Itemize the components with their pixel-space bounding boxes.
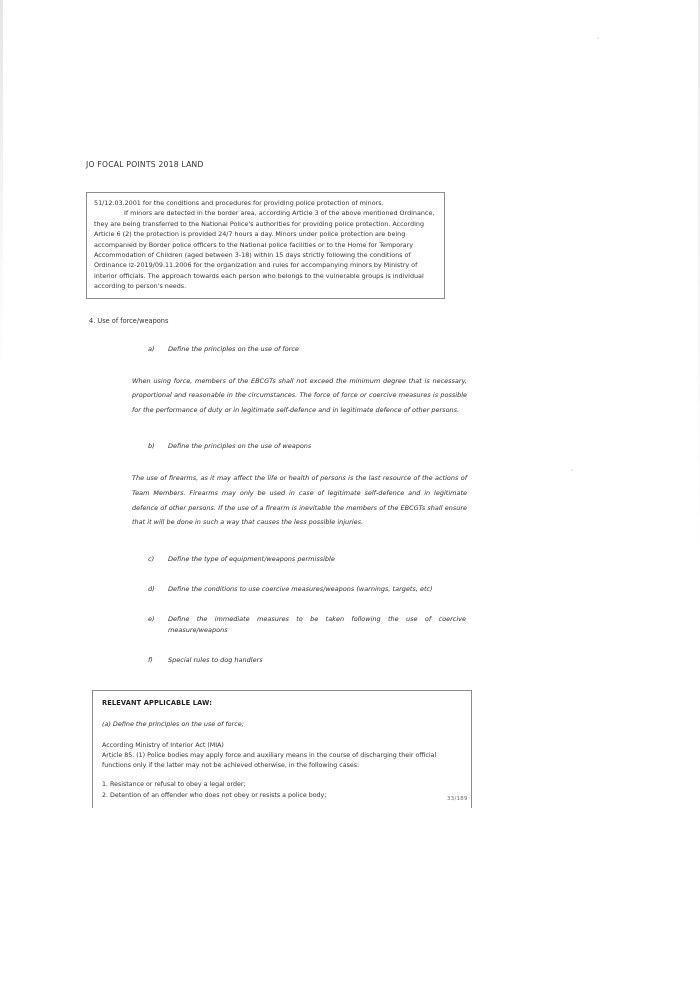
law-case-item: 2. Detention of an offender who does not obey or resists a police body; <box>102 791 327 799</box>
list-item-marker: b) <box>148 442 155 451</box>
list-item-label: Define the immediate measures to be taken following the use of coercive measure/weapons <box>168 614 466 634</box>
answer-paragraph-use-of-force: When using force, members of the EBCGTs shall not exceed the minimum degree that is necessary, proportional and reasonable in the circumstances. The force of force or coercive measures is possible for the performance of duty or in legitimate self-defence and in legitimate defence of other persons. <box>132 376 467 414</box>
answer-paragraph-use-of-weapons: The use of firearms, as it may affect the life or health of persons is the last resource of the actions of Team Members. Firearms may only be used in case of legitimate self-defence and in legitimate defence of other persons. If the use of a firearm is inevitable the members of the EBCGTs shall ensure that it will be done in such a way that causes the less possible injuries. <box>132 474 467 527</box>
list-item-label: Define the principles on the use of weapons <box>168 442 312 451</box>
list-item <box>86 554 466 565</box>
relevant-applicable-law-box <box>92 690 472 808</box>
answer-box-paragraph: If minors are detected in the border area, according Article 3 of the above mentioned Ordinance, they are being transferred to the National Police's authorities for providing police protection. According Article 6 (2) the protection is provided 24/7 hours a day. Minors under police protection are being accompanied by Border police officers to the National police facilities or to the Home for Temporary Accommodation of Children (aged between 3-18) within 15 days strictly following the conditions of Ordinance Iz-2019/09.11.2006 for the organization and rules for accompanying minors by Ministry of interior officials. The approach towards each person who belongs to the vulnerable groups is individual according to person's needs. <box>94 209 435 291</box>
list-item-label: Define the principles on the use of force <box>168 344 299 353</box>
list-item-label: Define the type of equipment/weapons permissible <box>168 554 335 563</box>
document-content <box>86 160 556 808</box>
list-item-label: Special rules to dog handlers <box>168 655 263 664</box>
section-heading-use-of-force: 4. Use of force/weapons <box>89 316 169 325</box>
list-item-label: Define the conditions to use coercive measures/weapons (warnings, targets, etc) <box>168 584 433 593</box>
scan-speck <box>597 37 599 39</box>
scan-edge-artifact-left <box>0 0 3 400</box>
list-item-marker: a) <box>148 344 155 353</box>
list-item <box>86 614 466 636</box>
law-act-line: According Ministry of Interior Act (MIA) <box>102 741 224 749</box>
scan-speck <box>571 469 573 471</box>
page-number: 33/189 <box>447 796 468 802</box>
law-article-text: Article 85. (1) Police bodies may apply force and auxiliary means in the course of discharging their official functions only if the latter may not be achieved otherwise, in the following cases: <box>102 752 437 770</box>
list-item-marker: d) <box>148 584 155 593</box>
list-item <box>86 344 466 355</box>
list-item-marker: c) <box>148 554 155 563</box>
answer-box-paragraph: 51/12.03.2001 for the conditions and procedures for providing police protection of minors. <box>94 199 384 207</box>
list-item <box>86 655 466 666</box>
law-case-item: 1. Resistance or refusal to obey a legal order; <box>102 781 246 789</box>
list-item <box>86 584 466 595</box>
answer-text-box-minors <box>86 192 445 299</box>
list-item <box>86 441 466 452</box>
law-box-title: RELEVANT APPLICABLE LAW: <box>102 698 213 707</box>
law-box-spacer <box>102 771 462 780</box>
page-header: JO FOCAL POINTS 2018 LAND <box>86 160 204 169</box>
list-item-marker: e) <box>148 614 155 623</box>
law-box-subtitle: (a) Define the principles on the use of force; <box>102 719 244 728</box>
list-item-marker: f) <box>148 655 153 664</box>
